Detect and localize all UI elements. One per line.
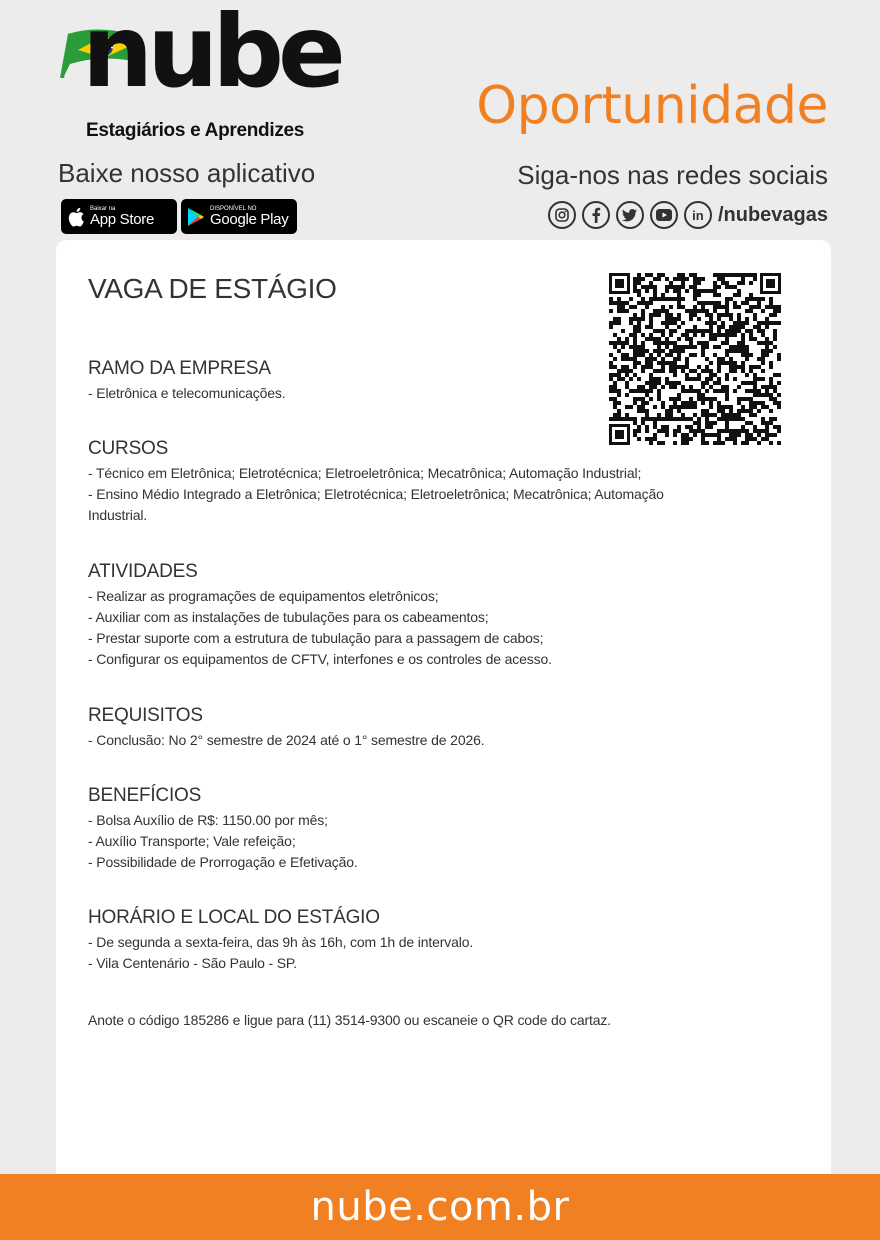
section-heading: ATIVIDADES [88,561,198,582]
linkedin-icon[interactable]: in [684,201,712,229]
section-line: - Ensino Médio Integrado a Eletrônica; Eletrotécnica; Eletroeletrônica; Mecatrônica; Automação [88,486,664,502]
section-heading: HORÁRIO E LOCAL DO ESTÁGIO [88,907,380,928]
social-links [548,201,828,229]
section-line: - Eletrônica e telecomunicações. [88,385,286,401]
section-requisitos [88,705,808,751]
section-heading: BENEFÍCIOS [88,785,202,806]
logo-tagline: Estagiários e Aprendizes [86,120,305,141]
twitter-icon[interactable] [616,201,644,229]
section-horario [88,907,808,974]
nube-logo[interactable] [56,0,340,145]
contact-note: Anote o código 185286 e ligue para (11) 3514-9300 ou escaneie o QR code do cartaz. [88,1012,611,1028]
google-play-icon [187,207,205,227]
app-store-small-label: Baixar na [90,205,116,212]
logo-wordmark: nube [82,0,340,110]
google-play-button[interactable] [181,199,297,234]
app-store-label: App Store [90,210,155,228]
section-line: - Técnico em Eletrônica; Eletrotécnica; Eletroeletrônica; Mecatrônica; Automação Industrial; [88,465,642,481]
section-line: - Configurar os equipamentos de CFTV, interfones e os controles de acesso. [88,651,552,667]
header [0,0,880,240]
social-handle[interactable]: /nubevagas [717,203,828,226]
section-cursos [88,438,808,526]
apple-icon [67,207,85,227]
instagram-icon[interactable] [548,201,576,229]
section-line: - Auxiliar com as instalações de tubulações para os cabeamentos; [88,609,489,625]
section-line: Industrial. [88,507,148,523]
section-line: - Conclusão: No 2° semestre de 2024 até o 1° semestre de 2026. [88,732,485,748]
section-beneficios [88,785,808,873]
section-line: - Vila Centenário - São Paulo - SP. [88,955,298,971]
section-line: - Realizar as programações de equipamentos eletrônicos; [88,588,439,604]
section-heading: RAMO DA EMPRESA [88,358,271,379]
section-line: - De segunda a sexta-feira, das 9h às 16h, com 1h de intervalo. [88,934,474,950]
section-atividades [88,561,808,670]
google-play-label: Google Play [210,210,289,228]
section-heading: CURSOS [88,438,169,459]
app-download-label: Baixe nosso aplicativo [58,158,316,188]
app-store-button[interactable] [61,199,177,234]
social-label: Siga-nos nas redes sociais [517,160,828,190]
section-ramo [88,358,808,404]
footer [0,1174,880,1240]
job-card [56,240,831,1180]
section-heading: REQUISITOS [88,705,203,726]
section-line: - Prestar suporte com a estrutura de tubulação para a passagem de cabos; [88,630,544,646]
facebook-icon[interactable] [582,201,610,229]
section-line: - Possibilidade de Prorrogação e Efetivação. [88,854,358,870]
headline: Oportunidade [476,76,828,136]
section-line: - Auxílio Transporte; Vale refeição; [88,833,296,849]
youtube-icon[interactable] [650,201,678,229]
job-title: VAGA DE ESTÁGIO [88,273,337,304]
google-play-small-label: DISPONÍVEL NO [210,205,257,212]
website-link[interactable]: nube.com.br [310,1184,570,1230]
section-line: - Bolsa Auxílio de R$: 1150.00 por mês; [88,812,328,828]
